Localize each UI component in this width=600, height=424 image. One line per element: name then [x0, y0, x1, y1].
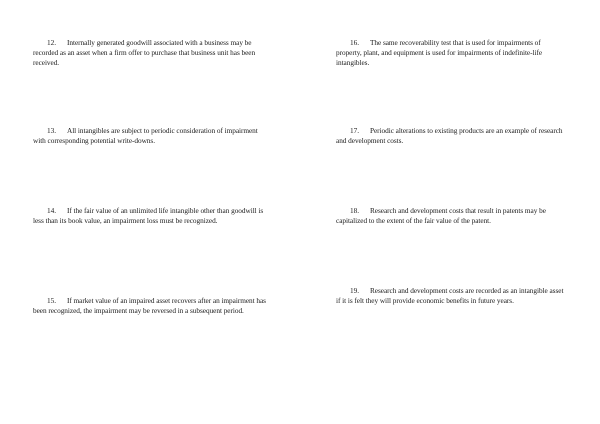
question-text: All intangibles are subject to periodic consideration of impairment with corresponding potential write-downs.: [33, 126, 258, 146]
question-18: [336, 206, 568, 226]
question-17: [336, 126, 568, 146]
question-number: 17.: [350, 126, 359, 135]
question-12: [33, 38, 268, 69]
question-text: Internally generated goodwill associated with a business may be recorded as an asset when a firm offer to purchase that business unit has been received.: [33, 38, 256, 68]
question-13: [33, 126, 268, 146]
question-number: 12.: [47, 38, 56, 47]
question-14: [33, 206, 268, 226]
question-text: If market value of an impaired asset recovers after an impairment has been recognized, the impairment may be reversed in a subsequent period.: [33, 296, 266, 316]
question-text: Periodic alterations to existing products are an example of research and development costs.: [336, 126, 563, 146]
question-number: 15.: [47, 296, 56, 305]
question-number: 13.: [47, 126, 56, 135]
question-text: The same recoverability test that is used for impairments of property, plant, and equipment is used for impairments of indefinite-life intangibles.: [336, 38, 543, 68]
question-number: 14.: [47, 206, 56, 215]
question-19: [336, 286, 568, 306]
question-number: 16.: [350, 38, 359, 47]
question-16: [336, 38, 568, 69]
question-number: 18.: [350, 206, 359, 215]
question-number: 19.: [350, 286, 359, 295]
question-text: Research and development costs are recorded as an intangible asset if it is felt they will provide economic benefits in future years.: [336, 286, 564, 306]
question-15: [33, 296, 268, 316]
question-text: If the fair value of an unlimited life intangible other than goodwill is less than its book value, an impairment loss must be recognized.: [33, 206, 264, 226]
question-text: Research and development costs that result in patents may be capitalized to the extent of the fair value of the patent.: [336, 206, 546, 226]
